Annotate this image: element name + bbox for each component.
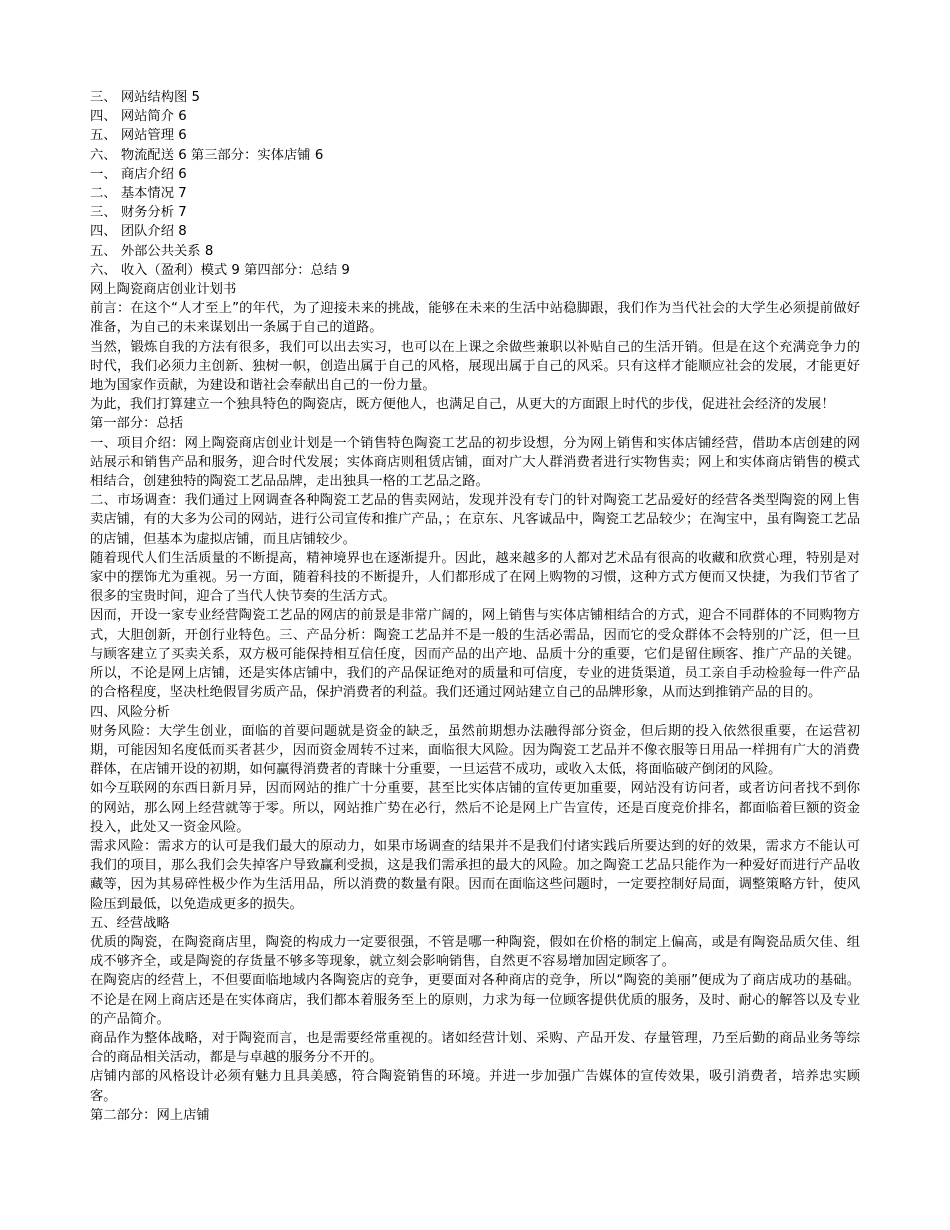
toc-item: 四、 团队介绍 8 [90,224,187,240]
section-heading: 第二部分：网上店铺 [90,1107,210,1123]
paragraph-product-analysis: 因而，开设一家专业经营陶瓷工艺品的网店的前景是非常广阔的，网上销售与实体店铺相结合的方式，迎合不同群体的不同购物方式，大胆创新，开创行业特色。三、产品分析：陶瓷工艺品并不是一般的生活必需品，因而它的受众群体不会特别的广泛，但一旦与顾客建立了买卖关系，双方极可能保持相互信任度，因而产品的出产地、品质十分的重要，它们是留住顾客、推广产品的关键。所以，不论是网上店铺，还是实体店铺中，我们的产品保证绝对的质量和可信度，专业的进货渠道，员工亲自手动检验每一件产品的合格程度，坚决杜绝假冒劣质产品，保护消费者的利益。我们还通过网站建立自己的品牌形象，从而达到推销产品的目的。 [90,608,860,701]
paragraph: 优质的陶瓷，在陶瓷商店里，陶瓷的构成力一定要很强，不管是哪一种陶瓷，假如在价格的制定上偏高，或是有陶瓷品质欠佳、组成不够齐全，或是陶瓷的存货量不够多等现象，就立刻会影响销售，自然更不容易增加固定顾客了。 [90,934,860,970]
paragraph-project-intro: 一、项目介绍：网上陶瓷商店创业计划是一个销售特色陶瓷工艺品的初步设想，分为网上销售和实体店铺经营，借助本店创建的网站展示和销售产品和服务，迎合时代发展；实体商店则租赁店铺，面对广大人群消费者进行实物售卖；网上和实体商店销售的模式相结合，创建独特的陶瓷工艺品品牌，走出独具一格的工艺品之路。 [90,435,860,490]
paragraph: 店铺内部的风格设计必须有魅力且具美感，符合陶瓷销售的环境。并进一步加强广告媒体的宣传效果，吸引消费者，培养忠实顾客。 [90,1069,860,1104]
toc-item: 五、 网站管理 6 [90,128,187,144]
paragraph-preface: 前言：在这个“人才至上”的年代，为了迎接未来的挑战，能够在未来的生活中站稳脚跟，我们作为当代社会的大学生必须提前做好准备，为自己的未来谋划出一条属于自己的道路。 [90,301,860,336]
table-of-contents [90,88,860,280]
toc-item: 一、 商店介绍 6 [90,166,187,182]
paragraph: 随着现代人们生活质量的不断提高，精神境界也在逐渐提升。因此，越来越多的人都对艺术品有很高的收藏和欣赏心理，特别是对家中的摆饰尤为重视。另一方面，随着科技的不断提升，人们都形成了在网上购物的习惯，这种方式方便而又快捷，为我们节省了很多的宝贵时间，迎合了当代人快节奏的生活方式。 [90,550,860,605]
paragraph-financial-risk: 财务风险：大学生创业，面临的首要问题就是资金的缺乏，虽然前期想办法融得部分资金，但后期的投入依然很重要，在运营初期，可能因知名度低而买者甚少，因而资金周转不过来，面临很大风险。因为陶瓷工艺品并不像衣服等日用品一样拥有广大的消费群体，在店铺开设的初期，如何赢得消费者的青睐十分重要，一旦运营不成功，或收入太低，将面临破产倒闭的风险。 [90,723,860,778]
paragraph: 在陶瓷店的经营上，不但要面临地域内各陶瓷店的竞争，更要面对各种商店的竞争，所以“陶瓷的美丽”便成为了商店成功的基础。不论是在网上商店还是在实体商店，我们都本着服务至上的原则，力求为每一位顾客提供优质的服务，及时、耐心的解答以及专业的产品简介。 [90,973,860,1027]
paragraph: 为此，我们打算建立一个独具特色的陶瓷店，既方便他人，也满足自己，从更大的方面跟上时代的步伐，促进社会经济的发展！ [90,397,835,413]
toc-item: 三、 财务分析 7 [90,205,187,221]
paragraph: 商品作为整体战略，对于陶瓷而言，也是需要经常重视的。诸如经营计划、采购、产品开发、存量管理，乃至后勤的商品业务等综合的商品相关活动，都是与卓越的服务分不开的。 [90,1030,860,1066]
toc-item: 三、 网站结构图 5 [90,90,200,105]
section-heading: 五、经营战略 [90,915,170,931]
document-title: 网上陶瓷商店创业计划书 [90,282,237,298]
toc-item: 四、 网站简介 6 [90,109,187,125]
section-heading: 第一部分：总括 [90,416,184,432]
toc-item: 五、 外部公共关系 8 [90,243,214,259]
document-body [90,280,860,1125]
toc-item: 六、 物流配送 6 第三部分：实体店铺 6 [90,147,324,163]
toc-item: 六、 收入（盈利）模式 9 第四部分：总结 9 [90,262,350,278]
paragraph-demand-risk: 需求风险：需求方的认可是我们最大的原动力，如果市场调查的结果并不是我们付诸实践后所要达到的好的效果，需求方不能认可我们的项目，那么我们会失掉客户导致赢利受损，这是我们需承担的最大的风险。加之陶瓷工艺品只能作为一种爱好而进行产品收藏等，因为其易碎性极少作为生活用品，所以消费的数量有限。因而在面临这些问题时，一定要控制好局面，调整策略方针，使风险压到最低，以免造成更多的损失。 [90,838,860,912]
paragraph: 如今互联网的东西日新月异，因而网站的推广十分重要，甚至比实体店铺的宣传更加重要，网站没有访问者，或者访问者找不到你的网站，那么网上经营就等于零。所以，网站推广势在必行，然后不论是网上广告宣传，还是百度竞价排名，都面临着巨额的资金投入，此处又一资金风险。 [90,781,860,835]
toc-item: 二、 基本情况 7 [90,186,187,202]
section-heading: 四、风险分析 [90,704,170,720]
paragraph: 当然，锻炼自我的方法有很多，我们可以出去实习，也可以在上课之余做些兼职以补贴自己的生活开销。但是在这个充满竞争力的时代，我们必须力主创新、独树一帜，创造出属于自己的风格，展现出属于自己的风采。只有这样才能顺应社会的发展，才能更好地为国家作贡献，为建设和谐社会奉献出自己的一份力量。 [90,339,860,394]
paragraph-market-research: 二、市场调查：我们通过上网调查各种陶瓷工艺品的售卖网站，发现并没有专门的针对陶瓷工艺品爱好的经营各类型陶瓷的网上售卖店铺，有的大多为公司的网站，进行公司宣传和推广产品，；在京东、凡客诚品中，陶瓷工艺品较少；在淘宝中，虽有陶瓷工艺品的店铺，但基本为虚拟店铺，而且店铺较少。 [90,493,860,547]
